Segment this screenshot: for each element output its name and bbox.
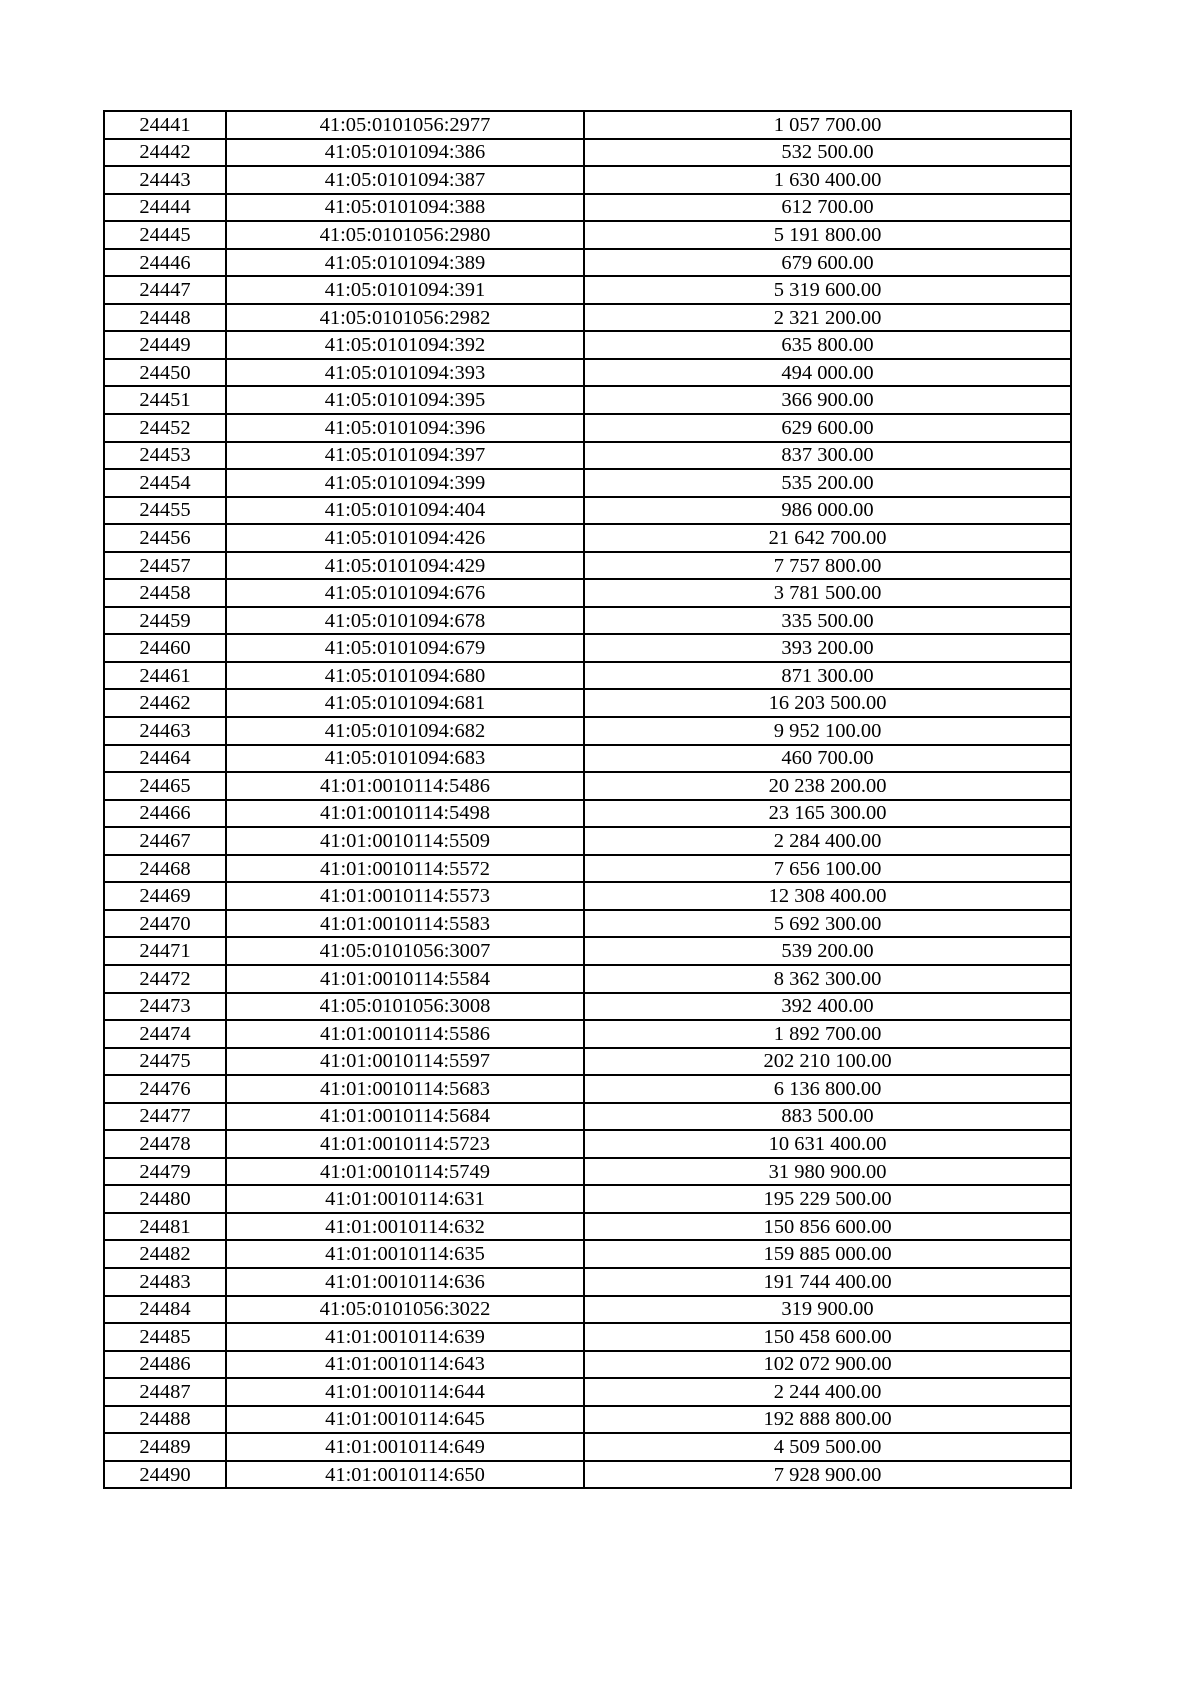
row-number-cell: 24452 bbox=[104, 414, 226, 442]
cadastral-value-cell: 393 200.00 bbox=[584, 634, 1071, 662]
row-number-cell: 24471 bbox=[104, 937, 226, 965]
table-row bbox=[104, 1406, 1071, 1434]
cadastral-number-cell: 41:01:0010114:643 bbox=[226, 1351, 584, 1379]
cadastral-number-cell: 41:05:0101056:2982 bbox=[226, 304, 584, 332]
row-number-cell: 24443 bbox=[104, 166, 226, 194]
table-row bbox=[104, 689, 1071, 717]
table-row bbox=[104, 331, 1071, 359]
cadastral-value-cell: 7 928 900.00 bbox=[584, 1461, 1071, 1489]
row-number-cell: 24470 bbox=[104, 910, 226, 938]
cadastral-number-cell: 41:01:0010114:636 bbox=[226, 1268, 584, 1296]
cadastral-value-cell: 392 400.00 bbox=[584, 993, 1071, 1021]
table-row bbox=[104, 249, 1071, 277]
cadastral-value-cell: 12 308 400.00 bbox=[584, 882, 1071, 910]
cadastral-number-cell: 41:01:0010114:5723 bbox=[226, 1130, 584, 1158]
cadastral-value-cell: 335 500.00 bbox=[584, 607, 1071, 635]
cadastral-number-cell: 41:05:0101094:388 bbox=[226, 194, 584, 222]
table-row bbox=[104, 910, 1071, 938]
cadastral-number-cell: 41:01:0010114:5509 bbox=[226, 827, 584, 855]
cadastral-number-cell: 41:05:0101056:3022 bbox=[226, 1296, 584, 1324]
row-number-cell: 24486 bbox=[104, 1351, 226, 1379]
cadastral-value-cell: 1 892 700.00 bbox=[584, 1020, 1071, 1048]
cadastral-value-cell: 5 191 800.00 bbox=[584, 221, 1071, 249]
table-row bbox=[104, 1158, 1071, 1186]
row-number-cell: 24467 bbox=[104, 827, 226, 855]
table-row bbox=[104, 469, 1071, 497]
cadastral-number-cell: 41:01:0010114:5572 bbox=[226, 855, 584, 883]
cadastral-value-cell: 20 238 200.00 bbox=[584, 772, 1071, 800]
table-row bbox=[104, 772, 1071, 800]
table-row bbox=[104, 1020, 1071, 1048]
cadastral-number-cell: 41:05:0101056:2977 bbox=[226, 111, 584, 139]
cadastral-value-cell: 16 203 500.00 bbox=[584, 689, 1071, 717]
row-number-cell: 24473 bbox=[104, 993, 226, 1021]
row-number-cell: 24469 bbox=[104, 882, 226, 910]
cadastral-value-cell: 5 319 600.00 bbox=[584, 276, 1071, 304]
table-row bbox=[104, 1268, 1071, 1296]
cadastral-number-cell: 41:05:0101094:676 bbox=[226, 579, 584, 607]
cadastral-number-cell: 41:01:0010114:645 bbox=[226, 1406, 584, 1434]
row-number-cell: 24476 bbox=[104, 1075, 226, 1103]
cadastral-number-cell: 41:05:0101094:389 bbox=[226, 249, 584, 277]
row-number-cell: 24478 bbox=[104, 1130, 226, 1158]
row-number-cell: 24461 bbox=[104, 662, 226, 690]
cadastral-value-cell: 23 165 300.00 bbox=[584, 800, 1071, 828]
table-row bbox=[104, 1075, 1071, 1103]
cadastral-value-cell: 202 210 100.00 bbox=[584, 1048, 1071, 1076]
table-row bbox=[104, 1323, 1071, 1351]
cadastral-value-cell: 10 631 400.00 bbox=[584, 1130, 1071, 1158]
cadastral-number-cell: 41:01:0010114:5573 bbox=[226, 882, 584, 910]
table-row bbox=[104, 276, 1071, 304]
cadastral-value-cell: 7 656 100.00 bbox=[584, 855, 1071, 883]
cadastral-value-cell: 150 856 600.00 bbox=[584, 1213, 1071, 1241]
cadastral-number-cell: 41:05:0101094:429 bbox=[226, 552, 584, 580]
table-row bbox=[104, 194, 1071, 222]
cadastral-number-cell: 41:01:0010114:5749 bbox=[226, 1158, 584, 1186]
row-number-cell: 24465 bbox=[104, 772, 226, 800]
cadastral-number-cell: 41:05:0101094:426 bbox=[226, 524, 584, 552]
cadastral-number-cell: 41:05:0101094:391 bbox=[226, 276, 584, 304]
cadastral-value-cell: 8 362 300.00 bbox=[584, 965, 1071, 993]
cadastral-value-cell: 629 600.00 bbox=[584, 414, 1071, 442]
table-body bbox=[104, 111, 1071, 1488]
table-row bbox=[104, 386, 1071, 414]
row-number-cell: 24485 bbox=[104, 1323, 226, 1351]
cadastral-value-cell: 871 300.00 bbox=[584, 662, 1071, 690]
cadastral-number-cell: 41:01:0010114:650 bbox=[226, 1461, 584, 1489]
row-number-cell: 24451 bbox=[104, 386, 226, 414]
cadastral-number-cell: 41:01:0010114:631 bbox=[226, 1185, 584, 1213]
row-number-cell: 24444 bbox=[104, 194, 226, 222]
cadastral-value-cell: 3 781 500.00 bbox=[584, 579, 1071, 607]
cadastral-number-cell: 41:05:0101094:392 bbox=[226, 331, 584, 359]
cadastral-value-cell: 319 900.00 bbox=[584, 1296, 1071, 1324]
table-row bbox=[104, 1433, 1071, 1461]
cadastral-value-cell: 1 057 700.00 bbox=[584, 111, 1071, 139]
cadastral-value-cell: 635 800.00 bbox=[584, 331, 1071, 359]
table-row bbox=[104, 1185, 1071, 1213]
cadastral-value-cell: 6 136 800.00 bbox=[584, 1075, 1071, 1103]
row-number-cell: 24482 bbox=[104, 1240, 226, 1268]
cadastral-value-cell: 192 888 800.00 bbox=[584, 1406, 1071, 1434]
row-number-cell: 24454 bbox=[104, 469, 226, 497]
table-row bbox=[104, 579, 1071, 607]
cadastral-number-cell: 41:01:0010114:639 bbox=[226, 1323, 584, 1351]
row-number-cell: 24466 bbox=[104, 800, 226, 828]
row-number-cell: 24447 bbox=[104, 276, 226, 304]
row-number-cell: 24462 bbox=[104, 689, 226, 717]
row-number-cell: 24490 bbox=[104, 1461, 226, 1489]
table-row bbox=[104, 221, 1071, 249]
cadastral-number-cell: 41:01:0010114:644 bbox=[226, 1378, 584, 1406]
cadastral-number-cell: 41:01:0010114:5583 bbox=[226, 910, 584, 938]
table-row bbox=[104, 442, 1071, 470]
table-row bbox=[104, 1213, 1071, 1241]
table-row bbox=[104, 855, 1071, 883]
cadastral-value-cell: 5 692 300.00 bbox=[584, 910, 1071, 938]
cadastral-number-cell: 41:01:0010114:5683 bbox=[226, 1075, 584, 1103]
table-row bbox=[104, 1048, 1071, 1076]
table-row bbox=[104, 745, 1071, 773]
row-number-cell: 24472 bbox=[104, 965, 226, 993]
cadastral-value-cell: 366 900.00 bbox=[584, 386, 1071, 414]
cadastral-number-cell: 41:01:0010114:5498 bbox=[226, 800, 584, 828]
cadastral-number-cell: 41:01:0010114:635 bbox=[226, 1240, 584, 1268]
row-number-cell: 24459 bbox=[104, 607, 226, 635]
cadastral-value-cell: 986 000.00 bbox=[584, 497, 1071, 525]
cadastral-number-cell: 41:05:0101094:387 bbox=[226, 166, 584, 194]
row-number-cell: 24468 bbox=[104, 855, 226, 883]
cadastral-value-table bbox=[103, 110, 1072, 1489]
table-row bbox=[104, 1103, 1071, 1131]
cadastral-value-cell: 195 229 500.00 bbox=[584, 1185, 1071, 1213]
cadastral-value-cell: 837 300.00 bbox=[584, 442, 1071, 470]
cadastral-value-cell: 883 500.00 bbox=[584, 1103, 1071, 1131]
cadastral-number-cell: 41:05:0101094:386 bbox=[226, 139, 584, 167]
cadastral-value-cell: 191 744 400.00 bbox=[584, 1268, 1071, 1296]
cadastral-number-cell: 41:05:0101094:399 bbox=[226, 469, 584, 497]
row-number-cell: 24455 bbox=[104, 497, 226, 525]
cadastral-number-cell: 41:01:0010114:632 bbox=[226, 1213, 584, 1241]
cadastral-value-cell: 1 630 400.00 bbox=[584, 166, 1071, 194]
row-number-cell: 24479 bbox=[104, 1158, 226, 1186]
table-row bbox=[104, 662, 1071, 690]
table-row bbox=[104, 937, 1071, 965]
table-row bbox=[104, 414, 1071, 442]
table-row bbox=[104, 1351, 1071, 1379]
table-row bbox=[104, 827, 1071, 855]
cadastral-number-cell: 41:05:0101094:681 bbox=[226, 689, 584, 717]
row-number-cell: 24481 bbox=[104, 1213, 226, 1241]
row-number-cell: 24441 bbox=[104, 111, 226, 139]
row-number-cell: 24477 bbox=[104, 1103, 226, 1131]
row-number-cell: 24449 bbox=[104, 331, 226, 359]
cadastral-value-cell: 532 500.00 bbox=[584, 139, 1071, 167]
row-number-cell: 24457 bbox=[104, 552, 226, 580]
cadastral-number-cell: 41:05:0101094:395 bbox=[226, 386, 584, 414]
table-row bbox=[104, 634, 1071, 662]
cadastral-value-cell: 612 700.00 bbox=[584, 194, 1071, 222]
cadastral-number-cell: 41:01:0010114:5486 bbox=[226, 772, 584, 800]
row-number-cell: 24487 bbox=[104, 1378, 226, 1406]
cadastral-value-cell: 494 000.00 bbox=[584, 359, 1071, 387]
cadastral-value-cell: 535 200.00 bbox=[584, 469, 1071, 497]
table-row bbox=[104, 1461, 1071, 1489]
row-number-cell: 24464 bbox=[104, 745, 226, 773]
cadastral-number-cell: 41:05:0101094:680 bbox=[226, 662, 584, 690]
cadastral-value-cell: 4 509 500.00 bbox=[584, 1433, 1071, 1461]
row-number-cell: 24450 bbox=[104, 359, 226, 387]
row-number-cell: 24460 bbox=[104, 634, 226, 662]
row-number-cell: 24488 bbox=[104, 1406, 226, 1434]
row-number-cell: 24475 bbox=[104, 1048, 226, 1076]
row-number-cell: 24474 bbox=[104, 1020, 226, 1048]
cadastral-value-cell: 539 200.00 bbox=[584, 937, 1071, 965]
cadastral-value-cell: 2 244 400.00 bbox=[584, 1378, 1071, 1406]
cadastral-value-cell: 9 952 100.00 bbox=[584, 717, 1071, 745]
row-number-cell: 24448 bbox=[104, 304, 226, 332]
table-row bbox=[104, 993, 1071, 1021]
cadastral-number-cell: 41:05:0101094:404 bbox=[226, 497, 584, 525]
table-row bbox=[104, 882, 1071, 910]
table-row bbox=[104, 1378, 1071, 1406]
cadastral-value-cell: 150 458 600.00 bbox=[584, 1323, 1071, 1351]
cadastral-number-cell: 41:05:0101094:682 bbox=[226, 717, 584, 745]
cadastral-number-cell: 41:05:0101094:678 bbox=[226, 607, 584, 635]
cadastral-number-cell: 41:01:0010114:5684 bbox=[226, 1103, 584, 1131]
row-number-cell: 24484 bbox=[104, 1296, 226, 1324]
row-number-cell: 24456 bbox=[104, 524, 226, 552]
table-row bbox=[104, 1296, 1071, 1324]
row-number-cell: 24458 bbox=[104, 579, 226, 607]
row-number-cell: 24442 bbox=[104, 139, 226, 167]
cadastral-value-cell: 31 980 900.00 bbox=[584, 1158, 1071, 1186]
table-row bbox=[104, 1240, 1071, 1268]
row-number-cell: 24483 bbox=[104, 1268, 226, 1296]
row-number-cell: 24463 bbox=[104, 717, 226, 745]
cadastral-number-cell: 41:01:0010114:5584 bbox=[226, 965, 584, 993]
row-number-cell: 24445 bbox=[104, 221, 226, 249]
cadastral-number-cell: 41:05:0101056:3008 bbox=[226, 993, 584, 1021]
cadastral-number-cell: 41:05:0101056:2980 bbox=[226, 221, 584, 249]
cadastral-value-cell: 679 600.00 bbox=[584, 249, 1071, 277]
table-row bbox=[104, 111, 1071, 139]
row-number-cell: 24480 bbox=[104, 1185, 226, 1213]
table-row bbox=[104, 166, 1071, 194]
table-row bbox=[104, 800, 1071, 828]
cadastral-value-cell: 102 072 900.00 bbox=[584, 1351, 1071, 1379]
cadastral-number-cell: 41:05:0101094:683 bbox=[226, 745, 584, 773]
cadastral-number-cell: 41:05:0101094:679 bbox=[226, 634, 584, 662]
table-row bbox=[104, 359, 1071, 387]
row-number-cell: 24446 bbox=[104, 249, 226, 277]
table-row bbox=[104, 965, 1071, 993]
cadastral-value-cell: 460 700.00 bbox=[584, 745, 1071, 773]
cadastral-number-cell: 41:05:0101094:396 bbox=[226, 414, 584, 442]
row-number-cell: 24489 bbox=[104, 1433, 226, 1461]
table-row bbox=[104, 552, 1071, 580]
cadastral-value-cell: 7 757 800.00 bbox=[584, 552, 1071, 580]
cadastral-value-cell: 2 321 200.00 bbox=[584, 304, 1071, 332]
cadastral-number-cell: 41:01:0010114:5597 bbox=[226, 1048, 584, 1076]
table-row bbox=[104, 1130, 1071, 1158]
row-number-cell: 24453 bbox=[104, 442, 226, 470]
cadastral-value-cell: 2 284 400.00 bbox=[584, 827, 1071, 855]
cadastral-number-cell: 41:05:0101094:397 bbox=[226, 442, 584, 470]
table-row bbox=[104, 717, 1071, 745]
cadastral-number-cell: 41:05:0101094:393 bbox=[226, 359, 584, 387]
cadastral-value-cell: 159 885 000.00 bbox=[584, 1240, 1071, 1268]
table-row bbox=[104, 139, 1071, 167]
table-row bbox=[104, 607, 1071, 635]
cadastral-value-cell: 21 642 700.00 bbox=[584, 524, 1071, 552]
table-row bbox=[104, 524, 1071, 552]
cadastral-number-cell: 41:05:0101056:3007 bbox=[226, 937, 584, 965]
table-row bbox=[104, 497, 1071, 525]
cadastral-number-cell: 41:01:0010114:5586 bbox=[226, 1020, 584, 1048]
cadastral-number-cell: 41:01:0010114:649 bbox=[226, 1433, 584, 1461]
table-row bbox=[104, 304, 1071, 332]
